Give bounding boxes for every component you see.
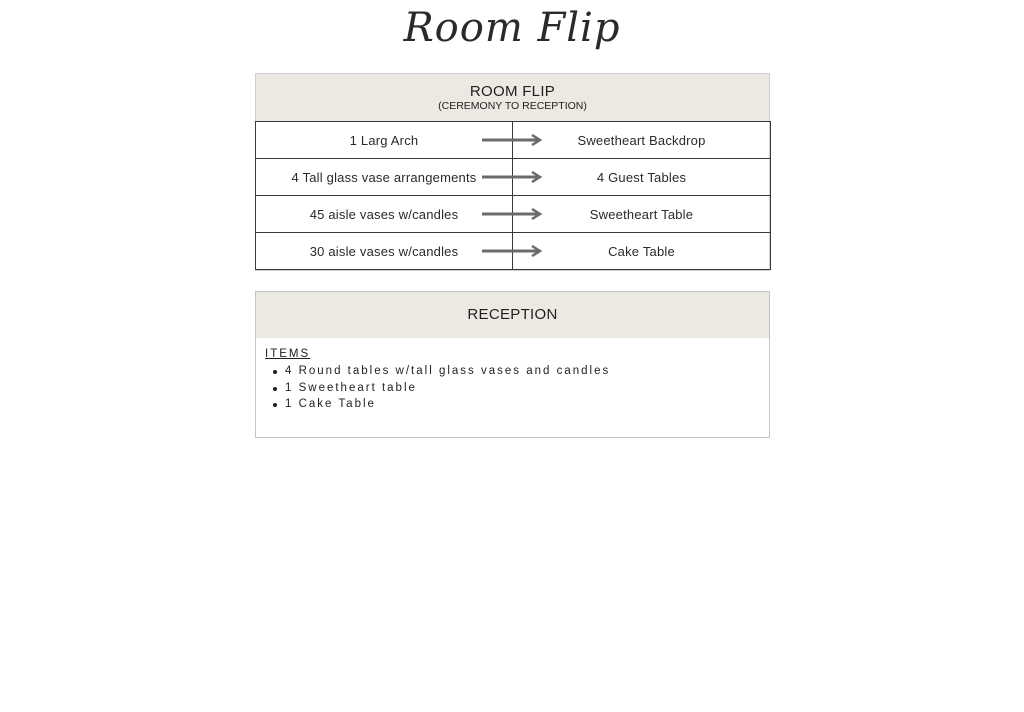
room-flip-panel — [255, 73, 770, 271]
table-row — [256, 196, 771, 233]
arrow-right-icon — [482, 171, 546, 183]
flip-from-label: 4 Tall glass vase arrangements — [291, 169, 477, 185]
arrow-right-icon — [482, 245, 546, 257]
flip-from-label: 30 aisle vases w/candles — [309, 243, 459, 259]
flip-from-label: 45 aisle vases w/candles — [309, 206, 459, 222]
flip-to-cell — [513, 233, 771, 270]
items-label: ITEMS — [265, 348, 311, 360]
reception-items-block — [256, 338, 769, 413]
list-item: 4 Round tables w/tall glass vases and candles — [285, 363, 769, 380]
flip-from-label: 1 Larg Arch — [349, 132, 419, 148]
arrow-right-icon — [482, 134, 546, 146]
table-row — [256, 159, 771, 196]
table-row — [256, 122, 771, 159]
list-item: 1 Cake Table — [285, 396, 769, 413]
room-flip-title: ROOM FLIP — [469, 83, 556, 100]
arrow-right-icon — [482, 208, 546, 220]
items-list — [265, 363, 769, 413]
flip-from-cell — [256, 196, 513, 233]
table-row — [256, 233, 771, 270]
flip-from-cell — [256, 159, 513, 196]
flip-from-cell — [256, 233, 513, 270]
flip-to-cell — [513, 196, 771, 233]
flip-to-label: Sweetheart Table — [589, 206, 694, 222]
reception-title: RECEPTION — [256, 292, 769, 338]
reception-panel — [255, 291, 770, 438]
flip-to-label: 4 Guest Tables — [596, 169, 687, 185]
flip-to-cell — [513, 122, 771, 159]
flip-to-label: Cake Table — [608, 243, 675, 259]
room-flip-table — [255, 121, 771, 270]
list-item: 1 Sweetheart table — [285, 380, 769, 397]
room-flip-header — [256, 74, 769, 121]
flip-from-cell — [256, 122, 513, 159]
flip-to-cell — [513, 159, 771, 196]
flip-to-label: Sweetheart Backdrop — [577, 132, 706, 148]
page-title: Room Flip — [403, 5, 621, 51]
room-flip-subtitle: (CEREMONY TO RECEPTION) — [438, 100, 587, 112]
